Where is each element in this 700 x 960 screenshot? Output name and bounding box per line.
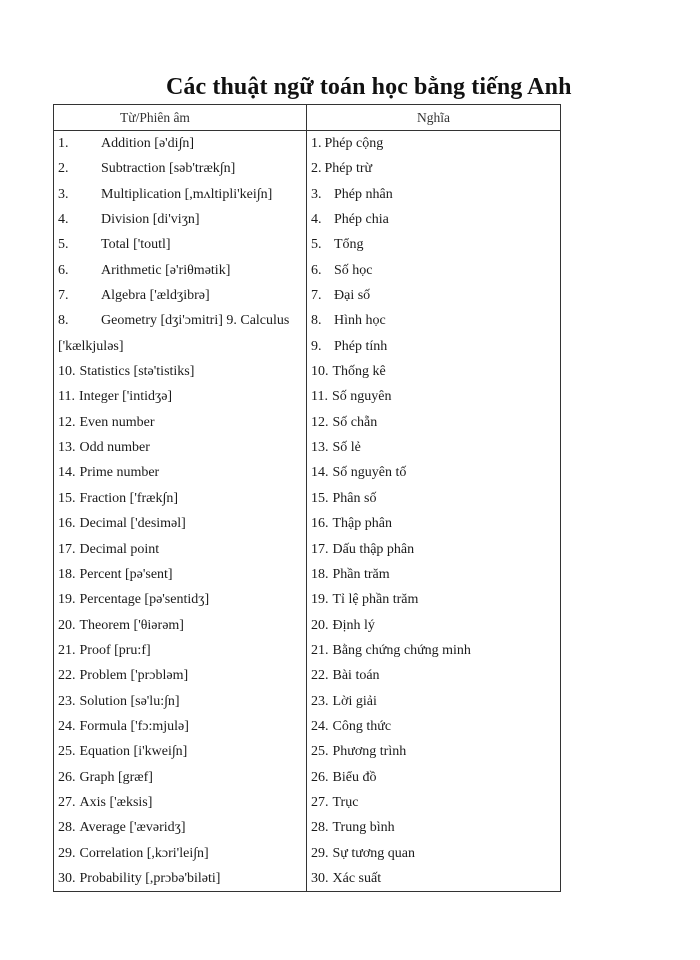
meaning-text: Biểu đồ <box>332 769 377 785</box>
term-number: 14. <box>58 465 76 481</box>
table-row <box>54 232 561 257</box>
term-cell <box>54 815 307 840</box>
meaning-text: Số học <box>334 262 373 278</box>
meaning-cell <box>307 359 561 384</box>
terms-table <box>53 104 561 892</box>
term-text: Solution [sə'lu:∫n] <box>79 693 180 709</box>
term-number: 11. <box>58 389 75 405</box>
term-cell <box>54 689 307 714</box>
meaning-number: 7. <box>311 288 322 304</box>
term-number: 20. <box>58 617 76 633</box>
meaning-text: Số nguyên tố <box>332 465 407 481</box>
meaning-cell <box>307 334 561 359</box>
term-cell <box>54 866 307 892</box>
term-number: 7. <box>58 288 69 304</box>
meaning-number: 2. <box>311 161 322 177</box>
terms-body <box>54 131 561 892</box>
term-cell <box>54 714 307 739</box>
table-row <box>54 258 561 283</box>
meaning-cell <box>307 207 561 232</box>
term-number: 12. <box>58 414 76 430</box>
meaning-text: Số nguyên <box>331 389 392 405</box>
meaning-text: Trục <box>332 794 359 810</box>
term-text: Formula ['fɔ:mjulə] <box>79 718 189 734</box>
document-title: Các thuật ngữ toán học bằng tiếng Anh <box>166 74 572 100</box>
term-cell <box>54 131 307 157</box>
table-row <box>54 841 561 866</box>
term-cell <box>54 638 307 663</box>
term-text: Division [di'viʒn] <box>101 212 200 228</box>
header-word-phonetic: Từ/Phiên âm <box>54 105 307 131</box>
term-text: Percentage [pə'sentidʒ] <box>79 592 210 608</box>
meaning-text: Phép cộng <box>324 136 384 151</box>
term-cell <box>54 359 307 384</box>
table-row <box>54 486 561 511</box>
meaning-cell <box>307 537 561 562</box>
table-row <box>54 790 561 815</box>
term-text: Proof [pru:f] <box>79 642 151 658</box>
term-text: Theorem ['θiərəm] <box>79 617 184 633</box>
meaning-text: Dấu thập phân <box>332 541 415 557</box>
term-text: Geometry [dʒi'ɔmitri] 9. Calculus <box>101 313 290 329</box>
term-cell <box>54 511 307 536</box>
meaning-cell <box>307 815 561 840</box>
meaning-number: 27. <box>311 794 329 810</box>
term-number: 27. <box>58 794 76 810</box>
term-number: 26. <box>58 769 76 785</box>
term-cell <box>54 258 307 283</box>
meaning-number: 14. <box>311 465 329 481</box>
meaning-cell <box>307 562 561 587</box>
table-row <box>54 537 561 562</box>
meaning-text: Công thức <box>332 718 392 734</box>
term-cell <box>54 587 307 612</box>
term-cell <box>54 182 307 207</box>
meaning-text: Số lẻ <box>332 440 361 456</box>
meaning-number: 16. <box>311 516 329 532</box>
term-number: 19. <box>58 592 76 608</box>
term-cell <box>54 765 307 790</box>
table-row <box>54 131 561 157</box>
term-cell <box>54 435 307 460</box>
term-text: Algebra ['ældʒibrə] <box>101 288 210 304</box>
term-cell <box>54 308 307 333</box>
meaning-text: Phép tính <box>334 338 388 354</box>
term-cell <box>54 841 307 866</box>
meaning-text: Xác suất <box>332 870 382 886</box>
table-header-row <box>54 105 561 131</box>
meaning-cell <box>307 866 561 892</box>
term-cell <box>54 156 307 181</box>
term-number: 5. <box>58 237 69 253</box>
term-text: Addition [ə'di∫n] <box>101 136 195 151</box>
term-cell <box>54 537 307 562</box>
table-row <box>54 410 561 435</box>
term-number: 24. <box>58 718 76 734</box>
term-cell <box>54 790 307 815</box>
table-row <box>54 765 561 790</box>
meaning-cell <box>307 156 561 181</box>
meaning-text: Phương trình <box>332 744 407 760</box>
meaning-number: 9. <box>311 338 322 354</box>
term-number: 29. <box>58 845 76 861</box>
meaning-cell <box>307 689 561 714</box>
term-number: 25. <box>58 744 76 760</box>
term-text: Multiplication [,mʌltipli'kei∫n] <box>101 186 273 202</box>
term-text: Percent [pə'sent] <box>79 566 173 582</box>
table-row <box>54 815 561 840</box>
term-text: Graph [græf] <box>79 769 153 785</box>
term-cell <box>54 613 307 638</box>
meaning-number: 19. <box>311 592 329 608</box>
term-text: Average ['ævəridʒ] <box>79 820 186 836</box>
meaning-text: Trung bình <box>332 820 395 836</box>
term-cell <box>54 486 307 511</box>
table-row <box>54 384 561 409</box>
term-text: Decimal point <box>79 541 160 557</box>
meaning-cell <box>307 511 561 536</box>
table-row <box>54 866 561 892</box>
meaning-cell <box>307 131 561 157</box>
term-number: 21. <box>58 642 76 658</box>
meaning-number: 23. <box>311 693 329 709</box>
table-row <box>54 207 561 232</box>
meaning-text: Tổng <box>334 237 364 253</box>
meaning-number: 12. <box>311 414 329 430</box>
meaning-number: 5. <box>311 237 322 253</box>
table-row <box>54 689 561 714</box>
term-text: Integer ['intidʒə] <box>78 389 173 405</box>
term-text: Decimal ['desiməl] <box>79 516 186 532</box>
meaning-number: 24. <box>311 718 329 734</box>
meaning-cell <box>307 638 561 663</box>
meaning-cell <box>307 384 561 409</box>
meaning-text: Bằng chứng chứng minh <box>332 642 471 658</box>
meaning-cell <box>307 765 561 790</box>
meaning-cell <box>307 182 561 207</box>
term-text: Arithmetic [ə'riθmətik] <box>101 262 231 278</box>
meaning-text: Phép nhân <box>334 186 393 202</box>
term-number: 16. <box>58 516 76 532</box>
table-row <box>54 739 561 764</box>
meaning-text: Sự tương quan <box>332 845 415 861</box>
term-number: 22. <box>58 668 76 684</box>
term-text: Correlation [,kɔri'lei∫n] <box>79 845 209 861</box>
term-text: Odd number <box>79 440 150 456</box>
meaning-cell <box>307 283 561 308</box>
table-row <box>54 334 561 359</box>
table-row <box>54 359 561 384</box>
term-number: 23. <box>58 693 76 709</box>
meaning-cell <box>307 232 561 257</box>
meaning-cell <box>307 841 561 866</box>
term-text: Probability [,prɔbə'biləti] <box>79 870 221 886</box>
term-number: 1. <box>58 136 69 151</box>
term-number: 30. <box>58 870 76 886</box>
meaning-number: 3. <box>311 186 322 202</box>
term-cell <box>54 663 307 688</box>
meaning-number: 28. <box>311 820 329 836</box>
meaning-text: Bài toán <box>332 668 380 684</box>
table-row <box>54 460 561 485</box>
meaning-text: Phân số <box>332 490 377 506</box>
meaning-cell <box>307 460 561 485</box>
table-row <box>54 435 561 460</box>
table-row <box>54 283 561 308</box>
term-text: Statistics [stə'tistiks] <box>79 364 195 380</box>
meaning-cell <box>307 714 561 739</box>
term-cell <box>54 739 307 764</box>
meaning-text: Phần trăm <box>332 566 390 582</box>
meaning-number: 26. <box>311 769 329 785</box>
term-number: 4. <box>58 212 69 228</box>
meaning-cell <box>307 587 561 612</box>
meaning-number: 6. <box>311 262 322 278</box>
meaning-text: Số chẵn <box>332 414 378 430</box>
table-row <box>54 308 561 333</box>
meaning-text: Lời giải <box>332 693 377 709</box>
meaning-number: 4. <box>311 212 322 228</box>
term-text: Problem ['prɔbləm] <box>79 668 189 684</box>
meaning-cell <box>307 739 561 764</box>
term-cell <box>54 410 307 435</box>
meaning-number: 1. <box>311 136 322 151</box>
meaning-cell <box>307 486 561 511</box>
meaning-number: 17. <box>311 541 329 557</box>
meaning-number: 29. <box>311 845 329 861</box>
term-number: 13. <box>58 440 76 456</box>
term-number: 18. <box>58 566 76 582</box>
term-text: Total ['toutl] <box>101 237 171 253</box>
term-number: 10. <box>58 364 76 380</box>
meaning-number: 20. <box>311 617 329 633</box>
meaning-text: Tỉ lệ phần trăm <box>332 592 419 608</box>
meaning-number: 18. <box>311 566 329 582</box>
meaning-cell <box>307 790 561 815</box>
term-text: Prime number <box>79 465 160 481</box>
term-text: Axis ['æksis] <box>79 794 153 810</box>
meaning-text: Phép chia <box>334 212 389 228</box>
term-cell <box>54 384 307 409</box>
table-row <box>54 587 561 612</box>
term-number: 2. <box>58 161 69 177</box>
header-meaning: Nghĩa <box>307 105 561 131</box>
term-text: Even number <box>79 414 155 430</box>
meaning-cell <box>307 410 561 435</box>
meaning-text: Phép trừ <box>324 161 373 177</box>
table-row <box>54 663 561 688</box>
table-row <box>54 714 561 739</box>
meaning-number: 21. <box>311 642 329 658</box>
table-row <box>54 511 561 536</box>
meaning-number: 15. <box>311 490 329 506</box>
meaning-number: 13. <box>311 440 329 456</box>
meaning-number: 10. <box>311 364 329 380</box>
term-text: Fraction ['fræk∫n] <box>79 490 178 506</box>
meaning-number: 8. <box>311 313 322 329</box>
term-cell <box>54 334 307 359</box>
term-cell <box>54 207 307 232</box>
term-number: 3. <box>58 186 69 202</box>
table-row <box>54 562 561 587</box>
meaning-number: 30. <box>311 870 329 886</box>
meaning-text: Định lý <box>332 617 375 633</box>
term-number: 17. <box>58 541 76 557</box>
term-text: Subtraction [səb'træk∫n] <box>101 161 236 177</box>
meaning-cell <box>307 663 561 688</box>
meaning-text: Thập phân <box>332 516 392 532</box>
meaning-text: Thống kê <box>332 364 386 380</box>
table-row <box>54 182 561 207</box>
term-cell <box>54 232 307 257</box>
meaning-number: 22. <box>311 668 329 684</box>
term-cell <box>54 562 307 587</box>
term-text: Equation [i'kwei∫n] <box>79 744 188 760</box>
table-row <box>54 638 561 663</box>
term-number: 28. <box>58 820 76 836</box>
term-cell <box>54 460 307 485</box>
meaning-cell <box>307 613 561 638</box>
meaning-number: 11. <box>311 389 328 405</box>
meaning-text: Đại số <box>334 288 371 304</box>
meaning-number: 25. <box>311 744 329 760</box>
meaning-text: Hình học <box>334 313 386 329</box>
meaning-cell <box>307 308 561 333</box>
term-number: 8. <box>58 313 69 329</box>
table-row <box>54 613 561 638</box>
table-row <box>54 156 561 181</box>
term-cell <box>54 283 307 308</box>
term-text: ['kælkjuləs] <box>58 338 124 354</box>
term-number: 6. <box>58 262 69 278</box>
term-number: 15. <box>58 490 76 506</box>
meaning-cell <box>307 435 561 460</box>
meaning-cell <box>307 258 561 283</box>
